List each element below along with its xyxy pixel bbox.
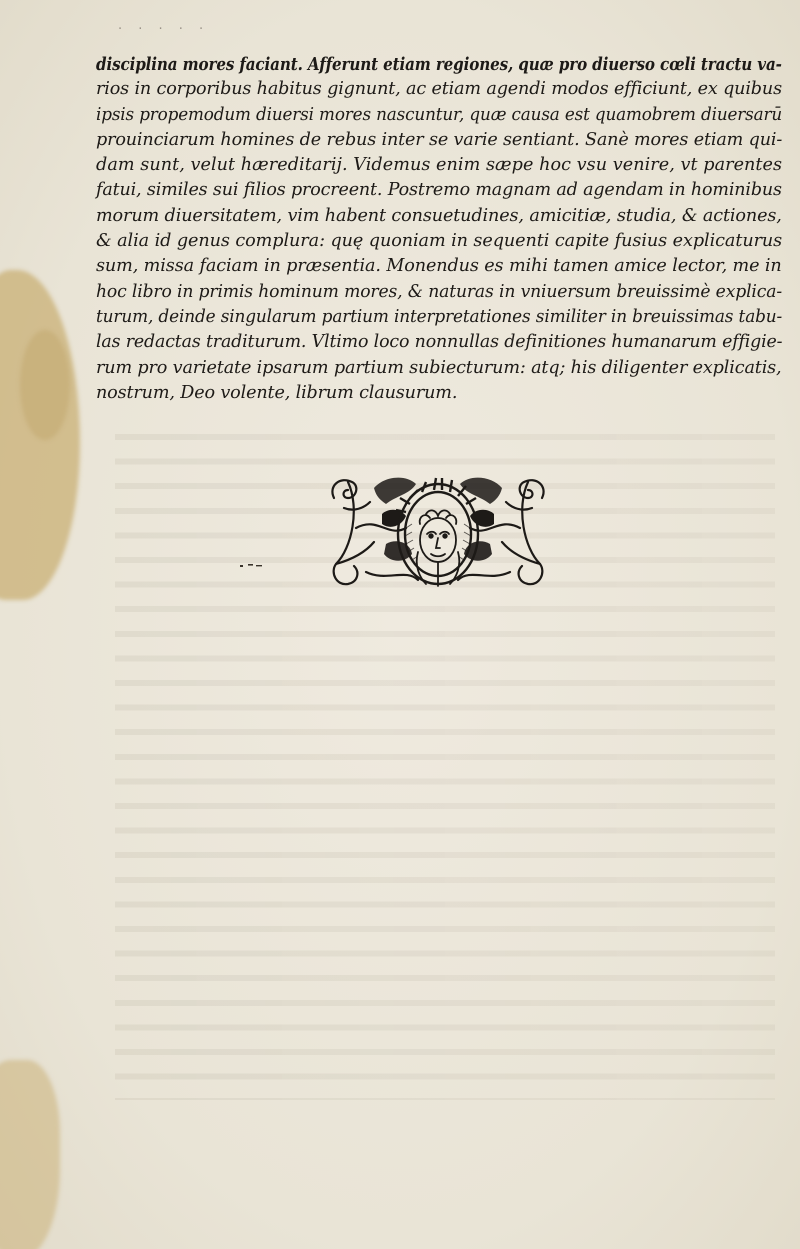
text-line: & alia id genus complura: quę quoniam in sequenti capite fusius explicaturus bbox=[96, 231, 783, 252]
text-line: rum pro varietate ipsarum partium subiecturum: atq; his diligenter explicatis, bbox=[96, 357, 782, 378]
text-line: ipsis propemodum diuersi mores nascuntur, quæ causa est quamobrem diuersarū bbox=[96, 104, 783, 125]
text-line: morum diuersitatem, vim habent consuetudines, amicitiæ, studia, & actiones, bbox=[96, 205, 782, 226]
water-stain bbox=[20, 330, 70, 440]
text-line: hoc libro in primis hominum mores, & naturas in vniuersum breuissimè explica- bbox=[96, 281, 782, 302]
text-line: sum, missa faciam in præsentia. Monendus es mihi tamen amice lector, me in bbox=[96, 256, 782, 277]
text-line: nostrum, Deo volente, librum clausurum. bbox=[96, 382, 458, 403]
text-line: turum, deinde singularum partium interpretationes similiter in breuissimas tabu- bbox=[96, 306, 783, 327]
text-line: rios in corporibus habitus gignunt, ac etiam agendi modos efficiunt, ex quibus bbox=[96, 79, 782, 100]
text-line: las redactas traditurum. Vltimo loco nonnullas definitiones humanarum effigie- bbox=[96, 332, 783, 353]
woodcut-head-ornament-icon bbox=[326, 468, 550, 600]
text-line: fatui, similes sui filios procreent. Postremo magnam ad agendam in hominibus bbox=[96, 180, 782, 201]
text-line: prouinciarum homines de rebus inter se varie sentiant. Sanè mores etiam qui- bbox=[96, 129, 783, 150]
text-line: disciplina mores faciant. Afferunt etiam regiones, quæ pro diuerso cœli tractu va- bbox=[96, 54, 782, 75]
text-line: dam sunt, velut hæreditarij. Videmus enim sæpe hoc vsu venire, vt parentes bbox=[96, 155, 783, 176]
printer-mark-icon bbox=[238, 562, 268, 570]
body-text bbox=[96, 52, 782, 406]
page-head-marks: · · · · · bbox=[118, 22, 210, 37]
water-stain bbox=[0, 1060, 60, 1249]
